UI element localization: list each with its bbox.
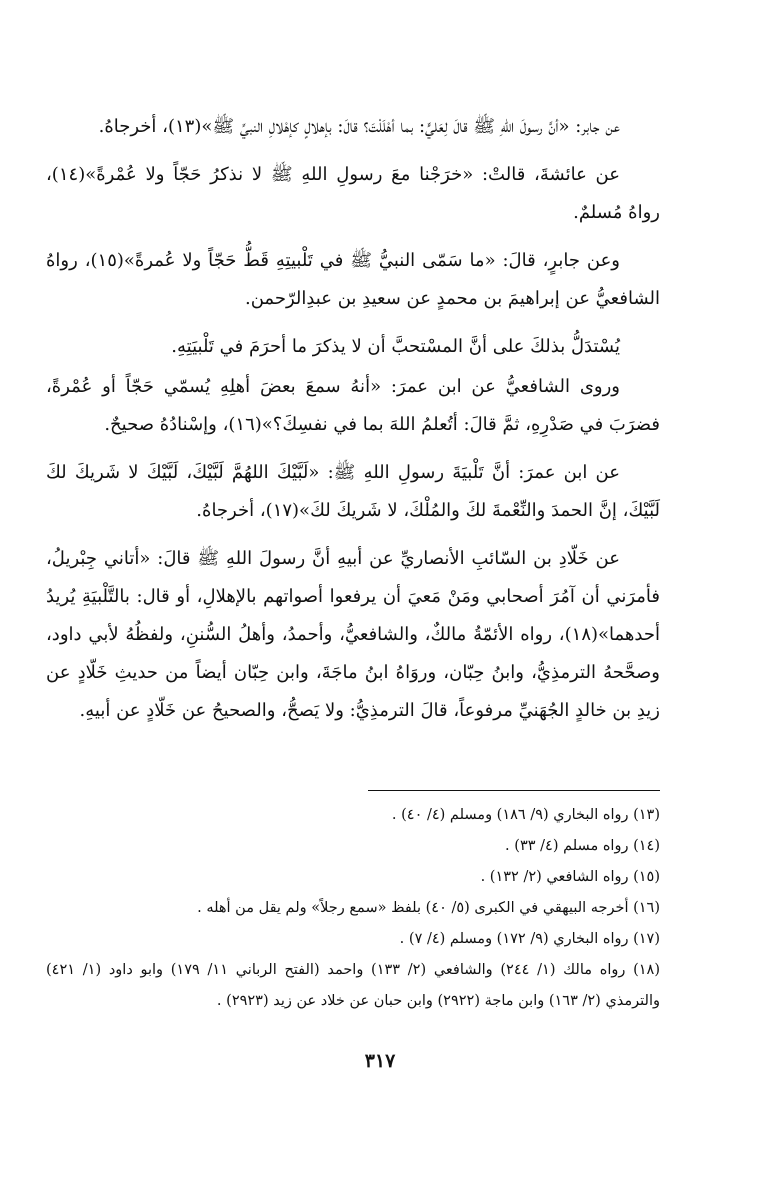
footnote-14: (١٤) رواه مسلم (٤/ ٣٣) . xyxy=(505,838,660,854)
footnote-18: (١٨) رواه مالك (١/ ٢٤٤) والشافعي (٢/ ١٣٣) واحمد (الفتح الرباني ١١/ ١٧٩) وابو داود (١/ ٤٢١) والترمذي (٢/ ١٦٣) وابن ماجة (٢٩٢٢) وابن حبان عن خلاد عن زيد (٢٩٢٣) . xyxy=(46,962,660,1009)
paragraph-aisha: عن عائشةَ، قالتْ: «خرَجْنا معَ رسولِ اللهِ ﷺ لا نذكرُ حَجّاً ولا عُمْرةً»(١٤)، رواهُ مُسلمٌ. xyxy=(46,164,660,223)
paragraph-jabir-ali: عن جابر: «أنَّ رسولَ اللهِ ﷺ قالَ لِعَليٍّ: بما أهْلَلْتَ؟ قالَ: بإهلالٍ كإهْلالِ النبيِّ ﷺ»(١٣)، أخرجاهُ. xyxy=(98,116,620,137)
paragraph-talbiya-text: عن ابن عمرَ: أنَّ تَلْبيَةَ رسولِ اللهِ ﷺ: «لَبَّيْكَ اللهُمَّ لَبَّيْكَ، لَبَّيْكَ لا شَريكَ لكَ لَبَّيْكَ، إنَّ الحمدَ والنِّعْمةَ لكَ والمُلْكَ، لا شَريكَ لكَ»(١٧)، أخرجاهُ. xyxy=(46,462,660,521)
footnote-divider xyxy=(368,790,660,791)
footnote-17: (١٧) رواه البخاري (٩/ ١٧٢) ومسلم (٤/ ٧) . xyxy=(399,931,660,947)
footnote-13: (١٣) رواه البخاري (٩/ ١٨٦) ومسلم (٤/ ٤٠) . xyxy=(391,807,660,823)
paragraph-jabir-talbiya: وعن جابرٍ، قالَ: «ما سَمّى النبيُّ ﷺ في تَلْبيتِهِ قَطُّ حَجّاً ولا عُمرةً»(١٥)، رواهُ الشافعيُّ عن إبراهيمَ بن محمدٍ عن سعيدِ بن عبدِالرّحمن. xyxy=(46,250,660,309)
footnotes xyxy=(46,800,660,1017)
paragraph-shafii-ibn-umar: وروى الشافعيُّ عن ابن عمرَ: «أنهُ سمعَ بعضَ أهلِهِ يُسمّي حَجّاً أو عُمْرةً، فضرَبَ في صَدْرِهِ، ثمَّ قالَ: أتُعلمُ اللهَ بما في نفسِكَ؟»(١٦)، وإسْنادُهُ صحيحٌ. xyxy=(46,376,660,435)
page-number: ٣١٧ xyxy=(364,1050,396,1072)
main-text xyxy=(46,108,660,740)
footnote-16: (١٦) أخرجه البيهقي في الكبرى (٥/ ٤٠) بلفظ «سمع رجلاً» ولم يقل من أهله . xyxy=(197,900,660,916)
footnote-15: (١٥) رواه الشافعي (٢/ ١٣٢) . xyxy=(480,869,660,885)
paragraph-inference: يُسْتدَلُّ بذلكَ على أنَّ المسْتحبَّ أن لا يذكرَ ما أحرَمَ في تَلْبيَتِهِ. xyxy=(171,336,620,357)
paragraph-khallad: عن خَلّادِ بن السّائبِ الأنصاريِّ عن أبيهِ أنَّ رسولَ اللهِ ﷺ قالَ: «أتاني جِبْريلُ، فأمرَني أن آمُرَ أصحابي ومَنْ مَعيَ أن يرفعوا أصواتهم بالإهلالِ، أو قال: بالتَّلْبيَةِ يُريدُ أحدهما»(١٨)، رواه الأئمّةُ مالكٌ، والشافعيُّ، وأحمدُ، وأهلُ السُّننِ، ولفظُهُ لأبي داود، وصحَّحهُ الترمذِيُّ، وابنُ حِبّان، وروَاهُ ابنُ ماجَةَ، وابن حِبّان أيضاً من حديثِ خَلّادٍ عن زيدِ بن خالدٍ الجُهَنيِّ مرفوعاً، قالَ الترمذِيُّ: ولا يَصحُّ، والصحيحُ عن خَلّادٍ عن أبيهِ. xyxy=(46,548,660,721)
